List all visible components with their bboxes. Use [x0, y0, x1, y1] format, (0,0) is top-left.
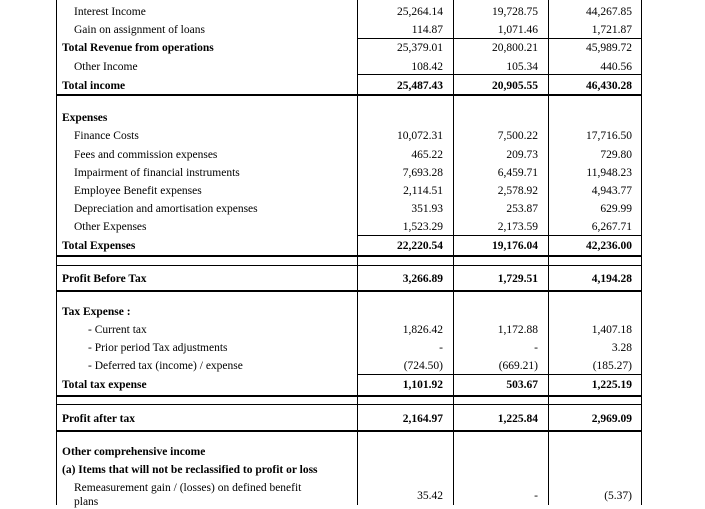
cell-value: 2,173.59 — [497, 221, 538, 233]
cell-value: 4,943.77 — [591, 185, 632, 197]
row-label: Total Revenue from operations — [62, 42, 214, 54]
cell-value: 20,800.21 — [492, 42, 538, 54]
cell-value: 1,721.87 — [591, 24, 632, 36]
row-divider — [357, 374, 642, 375]
row-label: Fees and commission expenses — [74, 149, 218, 161]
section-subheading: (a) Items that will not be reclassified to profit or loss — [62, 464, 318, 476]
row-label: Finance Costs — [74, 130, 139, 142]
row-divider — [56, 265, 642, 266]
cell-value: 25,264.14 — [397, 6, 443, 18]
row-label: Remeasurement gain / (losses) on defined benefit — [74, 482, 302, 494]
cell-value: 1,172.88 — [497, 324, 538, 336]
section-heading: Expenses — [62, 112, 108, 124]
row-label: plans — [74, 496, 99, 508]
row-label: Profit after tax — [62, 413, 136, 425]
row-label: - Current tax — [88, 324, 147, 336]
cell-value: 11,948.23 — [586, 167, 632, 179]
cell-value: 25,487.43 — [397, 80, 443, 92]
cell-value: 105.34 — [506, 61, 538, 73]
cell-value: 42,236.00 — [586, 240, 632, 252]
cell-value: 1,071.46 — [497, 24, 538, 36]
cell-value: 503.67 — [506, 379, 538, 391]
cell-value: (185.27) — [592, 360, 632, 372]
row-label: - Prior period Tax adjustments — [88, 342, 228, 354]
cell-value: (669.21) — [498, 360, 538, 372]
cell-value: 465.22 — [411, 149, 443, 161]
cell-value: 2,578.92 — [497, 185, 538, 197]
row-label: Total Expenses — [62, 240, 136, 252]
cell-value: 2,114.51 — [403, 185, 443, 197]
cell-value: 729.80 — [600, 149, 632, 161]
row-label: - Deferred tax (income) / expense — [88, 360, 243, 372]
cell-value: 1,225.19 — [591, 379, 632, 391]
cell-value: 440.56 — [600, 61, 632, 73]
cell-value: 2,164.97 — [402, 413, 443, 425]
cell-value: 46,430.28 — [586, 80, 632, 92]
cell-value: 35.42 — [417, 490, 443, 502]
row-divider — [56, 404, 642, 405]
cell-value: 1,729.51 — [497, 273, 538, 285]
row-divider — [56, 290, 642, 292]
cell-value: 1,101.92 — [402, 379, 443, 391]
row-divider — [56, 94, 642, 96]
row-label: Gain on assignment of loans — [74, 24, 205, 36]
section-heading: Other comprehensive income — [62, 446, 206, 458]
cell-value: 2,969.09 — [591, 413, 632, 425]
row-label: Impairment of financial instruments — [74, 167, 240, 179]
cell-value: (5.37) — [604, 490, 632, 502]
cell-value: 3.28 — [611, 342, 632, 354]
row-label: Employee Benefit expenses — [74, 185, 202, 197]
cell-value: 45,989.72 — [586, 42, 632, 54]
cell-value: 209.73 — [506, 149, 538, 161]
cell-value: (724.50) — [403, 360, 443, 372]
cell-value: 4,194.28 — [591, 273, 632, 285]
row-divider — [357, 235, 642, 236]
row-label: Other Income — [74, 61, 138, 73]
row-label: Profit Before Tax — [62, 273, 147, 285]
row-label: Total income — [62, 80, 126, 92]
cell-value: 22,220.54 — [397, 240, 443, 252]
cell-value: 7,693.28 — [402, 167, 443, 179]
cell-value: 351.93 — [411, 203, 443, 215]
cell-value: 25,379.01 — [397, 42, 443, 54]
cell-value: 19,176.04 — [492, 240, 538, 252]
row-label: Depreciation and amortisation expenses — [74, 203, 258, 215]
cell-value: 1,826.42 — [402, 324, 443, 336]
cell-value: 17,716.50 — [586, 130, 632, 142]
row-divider — [56, 430, 642, 432]
cell-value: 6,267.71 — [591, 221, 632, 233]
row-divider — [357, 74, 642, 75]
cell-value: 44,267.85 — [586, 6, 632, 18]
cell-value: 7,500.22 — [497, 130, 538, 142]
cell-value: 3,266.89 — [402, 273, 443, 285]
cell-value: 108.42 — [411, 61, 443, 73]
cell-value: 1,523.29 — [402, 221, 443, 233]
cell-value: - — [534, 342, 538, 354]
row-label: Total tax expense — [62, 379, 147, 391]
cell-value: 10,072.31 — [397, 130, 443, 142]
cell-value: 629.99 — [600, 203, 632, 215]
cell-value: - — [439, 342, 443, 354]
cell-value: 19,728.75 — [492, 6, 538, 18]
row-label: Interest Income — [74, 6, 146, 18]
cell-value: 20,905.55 — [492, 80, 538, 92]
row-label: Other Expenses — [74, 221, 147, 233]
section-heading: Tax Expense : — [62, 306, 131, 318]
row-divider — [56, 395, 642, 397]
cell-value: 114.87 — [411, 24, 443, 36]
cell-value: 1,407.18 — [591, 324, 632, 336]
row-divider — [56, 255, 642, 257]
cell-value: 6,459.71 — [497, 167, 538, 179]
cell-value: 253.87 — [506, 203, 538, 215]
cell-value: - — [534, 490, 538, 502]
row-divider — [357, 38, 642, 39]
cell-value: 1,225.84 — [497, 413, 538, 425]
